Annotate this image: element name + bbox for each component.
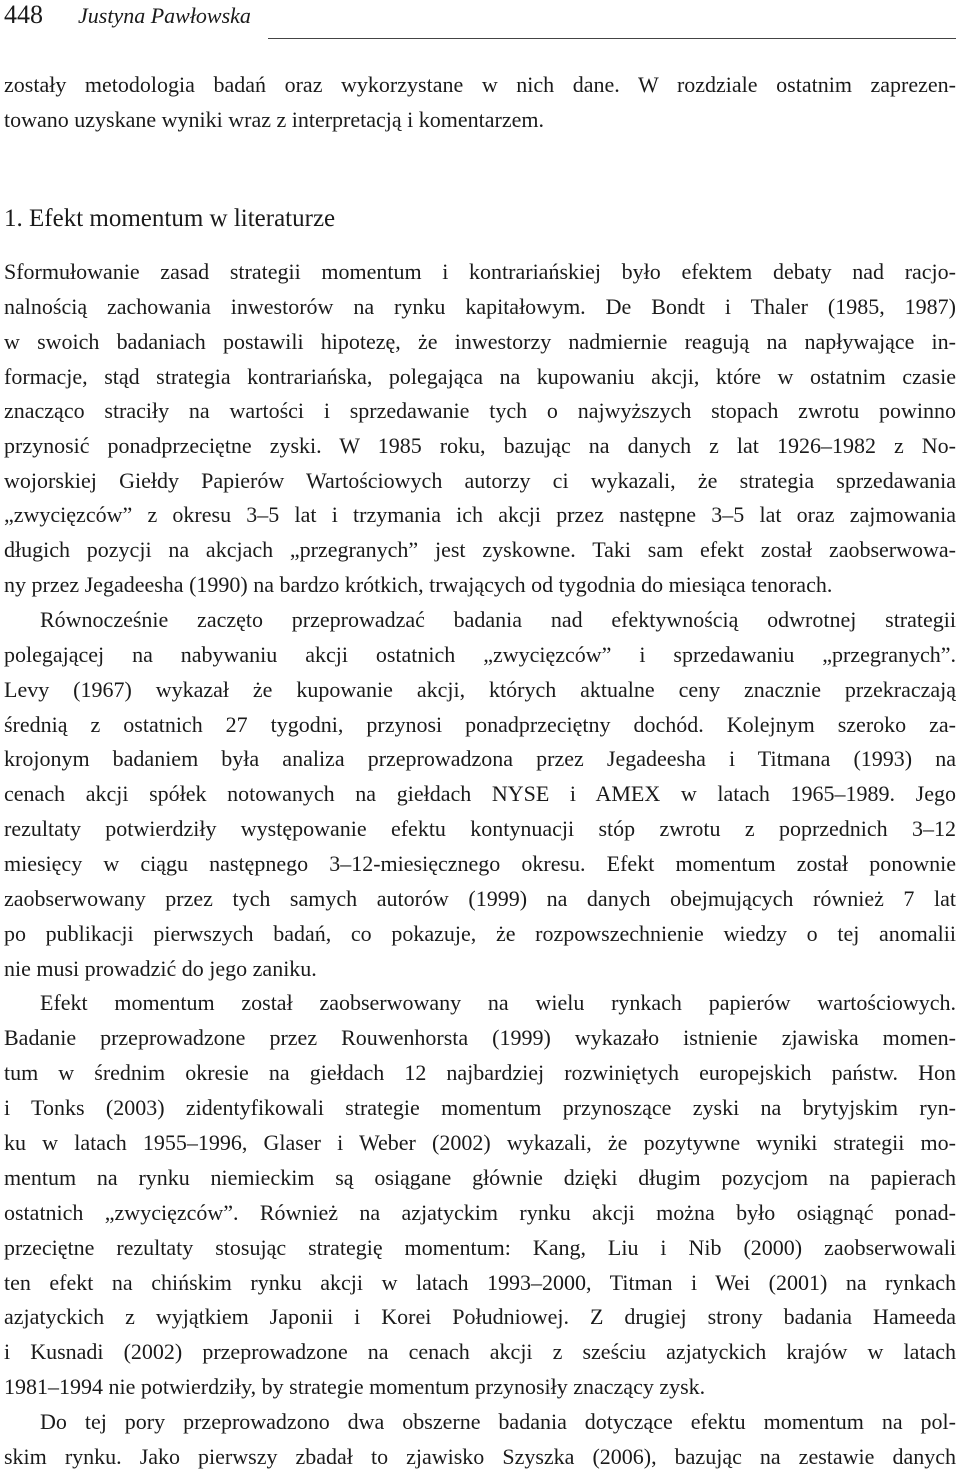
text-line: Badanie przeprowadzone przez Rouwenhorsta (1999) wykazało istnienie zjawiska momen- [4,1025,956,1050]
text-line: ny przez Jegadeesha (1990) na bardzo krótkich, trwających od tygodnia do miesiąca tenorach. [4,572,833,597]
text-line: i Tonks (2003) zidentyfikowali strategie momentum przynoszące zyski na brytyjskim ryn- [4,1095,956,1120]
section-heading: 1. Efekt momentum w literaturze [4,205,336,232]
text-line: przynosić ponadprzeciętne zyski. W 1985 roku, bazując na danych z lat 1926–1982 z No- [4,433,956,458]
text-line: cenach akcji spółek notowanych na giełdach NYSE i AMEX w latach 1965–1989. Jego [4,781,956,806]
header-rule [268,38,956,39]
running-head [4,0,956,40]
text-line: znacząco straciły na wartości i sprzedawanie tych o najwyższych stopach zwrotu powinno [4,398,956,423]
text-line: miesięcy w ciągu następnego 3–12-miesięcznego okresu. Efekt momentum został ponownie [4,851,956,876]
text-line: zostały metodologia badań oraz wykorzystane w nich dane. W rozdziale ostatnim zaprezen- [4,72,956,97]
text-line: zaobserwowany przez tych samych autorów (1999) na danych obejmujących również 7 lat [4,886,956,911]
text-line: nie musi prowadzić do jego zaniku. [4,956,317,981]
text-line: nalnością zachowania inwestorów na rynku kapitałowym. De Bondt i Thaler (1985, 1987) [4,294,956,319]
text-line: przeciętne rezultaty stosując strategię momentum: Kang, Liu i Nib (2000) zaobserwowali [4,1235,956,1260]
text-line: skim rynku. Jako pierwszy zbadał to zjawisko Szyszka (2006), bazując na zestawie danych [4,1444,956,1469]
text-line: wojorskiej Giełdy Papierów Wartościowych autorzy ci wykazali, że strategia sprzedawania [4,468,956,493]
text-line: „zwycięzców” z okresu 3–5 lat i trzymania ich akcji przez następne 3–5 lat oraz zajmowania [4,502,956,527]
text-line: 1981–1994 nie potwierdziły, by strategie momentum przynosiły znaczący zysk. [4,1374,706,1399]
text-line: Równocześnie zaczęto przeprowadzać badania nad efektywnością odwrotnej strategii [40,607,956,632]
text-line: tum w średnim okresie na giełdach 12 najbardziej rozwiniętych europejskich państw. Hon [4,1060,956,1085]
text-line: towano uzyskane wyniki wraz z interpretacją i komentarzem. [4,107,544,132]
text-line: Do tej pory przeprowadzono dwa obszerne badania dotyczące efektu momentum na pol- [40,1409,956,1434]
running-head-author: Justyna Pawłowska [78,3,251,28]
text-line: krojonym badaniem była analiza przeprowadzona przez Jegadeesha i Titmana (1993) na [4,746,956,771]
text-line: po publikacji pierwszych badań, co pokazuje, że rozpowszechnienie wiedzy o tej anomalii [4,921,956,946]
text-line: azjatyckich z wyjątkiem Japonii i Korei Południowej. Z drugiej strony badania Hameeda [4,1304,956,1329]
text-line: ku w latach 1955–1996, Glaser i Weber (2002) wykazali, że pozytywne wyniki strategii mo- [4,1130,956,1155]
text-line: ostatnich „zwycięzców”. Również na azjatyckim rynku akcji można było osiągnąć ponad- [4,1200,956,1225]
text-line: średnią z ostatnich 27 tygodni, przynosi ponadprzeciętny dochód. Kolejnym szeroko za- [4,712,956,737]
text-line: Efekt momentum został zaobserwowany na wielu rynkach papierów wartościowych. [40,990,956,1015]
text-line: rezultaty potwierdziły występowanie efektu kontynuacji stóp zwrotu z poprzednich 3–12 [4,816,956,841]
text-line: formacje, stąd strategia kontrariańska, polegająca na kupowaniu akcji, które w ostatnim czasie [4,364,956,389]
text-line: polegającej na nabywaniu akcji ostatnich „zwycięzców” i sprzedawaniu „przegranych”. [4,642,956,667]
text-line: Sformułowanie zasad strategii momentum i kontrariańskiej było efektem debaty nad racjo- [4,259,956,284]
text-line: w swoich badaniach postawili hipotezę, że inwestorzy nadmiernie reagują na napływające in- [4,329,956,354]
text-line: ten efekt na chińskim rynku akcji w latach 1993–2000, Titman i Wei (2001) na rynkach [4,1270,956,1295]
page-number: 448 [4,0,43,29]
text-line: Levy (1967) wykazał że kupowanie akcji, których aktualne ceny znacznie przekraczają [4,677,956,702]
text-line: długich pozycji na akcjach „przegranych” jest zyskowne. Taki sam efekt został zaobserwowa- [4,537,956,562]
text-line: i Kusnadi (2002) przeprowadzone na cenach akcji z sześciu azjatyckich krajów w latach [4,1339,956,1364]
text-line: mentum na rynku niemieckim są osiągane głównie dzięki długim pozycjom na papierach [4,1165,956,1190]
